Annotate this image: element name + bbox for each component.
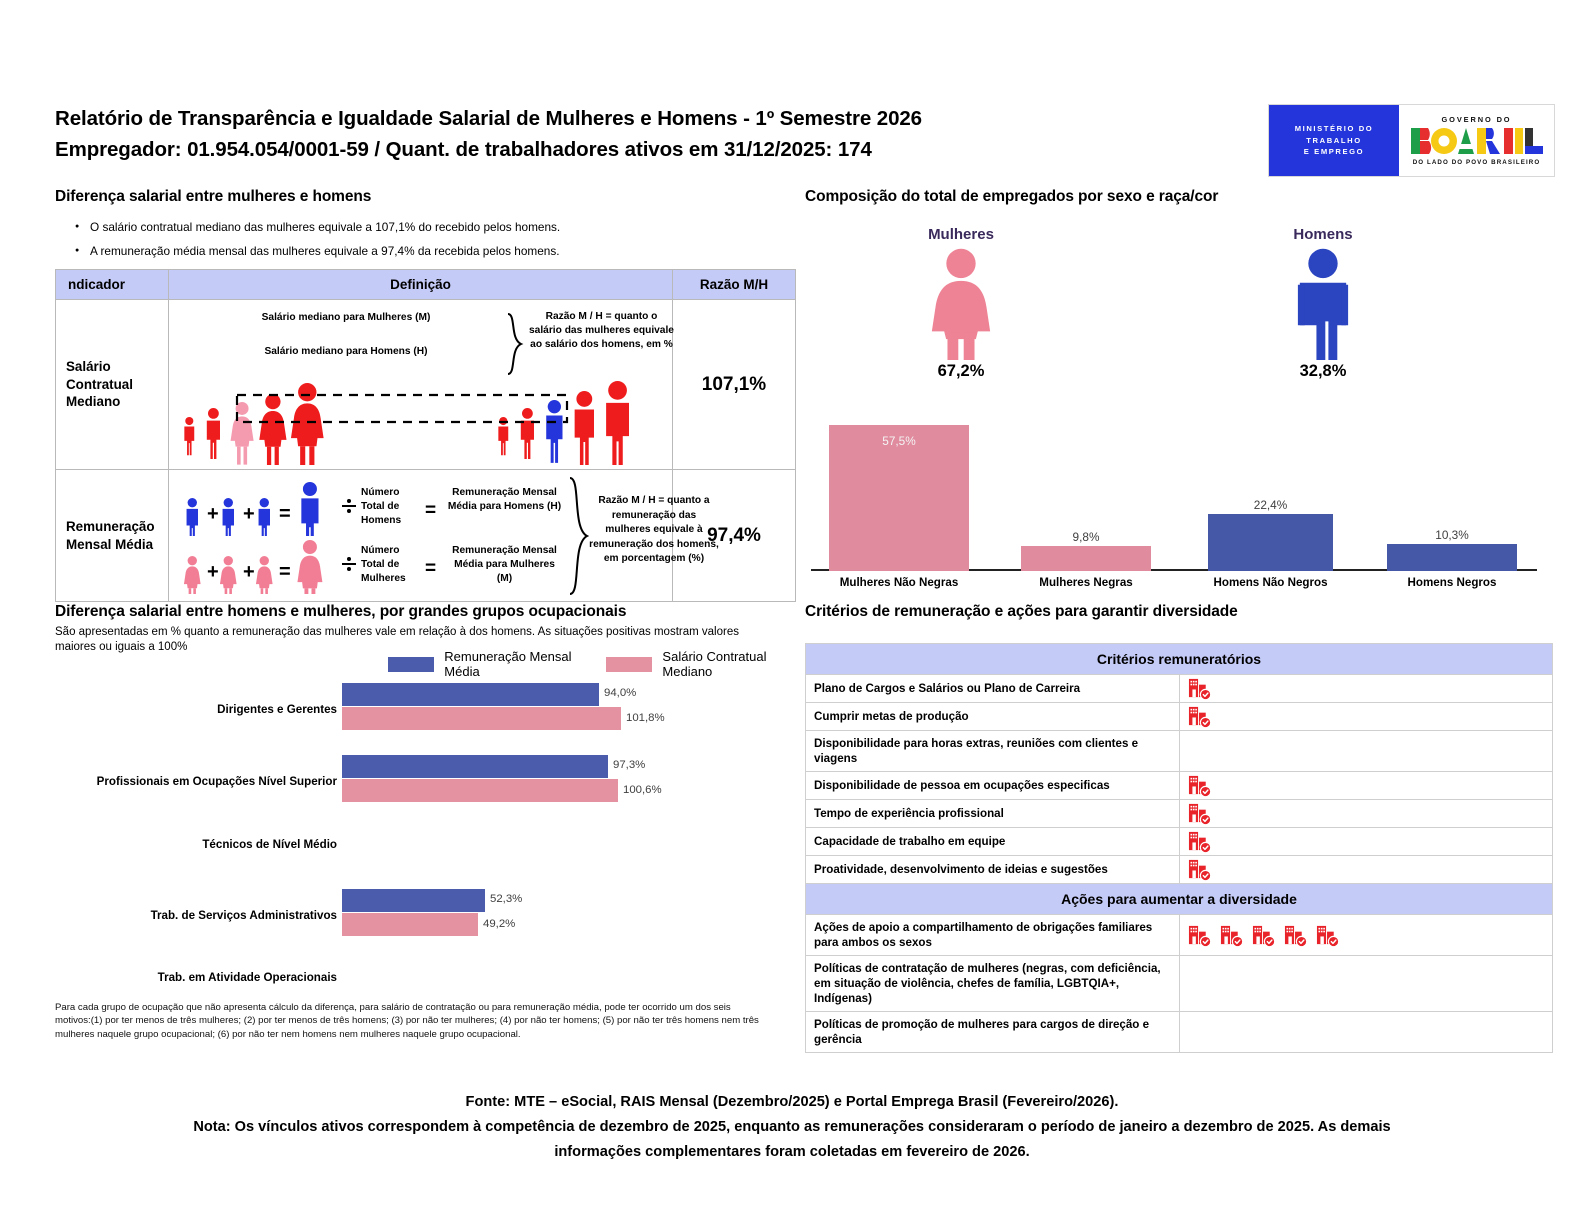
company-check-icon: [1188, 830, 1211, 853]
criteria-label: Disponibilidade para horas extras, reuniões com clientes e viagens: [806, 731, 1180, 772]
criteria-icons-cell: [1179, 703, 1553, 731]
divide-icon: [341, 556, 357, 572]
criteria-section2-header: [806, 884, 1553, 915]
legend-label-salario: Salário Contratual Mediano: [662, 649, 767, 679]
legend-label-remuneracao: Remuneração Mensal Média: [444, 649, 572, 679]
occ-label: Trab. em Atividade Operacionais: [157, 971, 337, 984]
picto-men: [1243, 226, 1403, 381]
table-row: [806, 956, 1553, 1012]
company-check-icon: [1220, 924, 1243, 947]
criteria-icons-cell: [1179, 675, 1553, 703]
occ-bar-salario: [342, 779, 618, 802]
occ-bar-salario: [342, 707, 621, 730]
company-check-icons: [1188, 677, 1553, 700]
row-definition-remuneracao-media: [169, 470, 719, 602]
salary-indicator-table: [55, 269, 796, 602]
gov-logo-top-text: GOVERNO DO: [1441, 115, 1512, 124]
company-check-icons: [1188, 924, 1553, 947]
women-percentage: 67,2%: [937, 362, 985, 380]
row-indicador-remuneracao-media: Remuneração Mensal Média: [56, 470, 169, 602]
occ-value-remuneracao: 94,0%: [604, 687, 637, 699]
col-header-indicador: ndicador: [56, 270, 169, 300]
row-razao-salario-mediano: 107,1%: [673, 300, 796, 470]
row-indicador-salario-mediano: Salário Contratual Mediano: [56, 300, 169, 470]
criteria-section1-header: [806, 644, 1553, 675]
table-row: [56, 470, 796, 602]
bullet-item: ● O salário contratual mediano das mulheres equivale a 107,1% do recebido pelos homens.: [75, 215, 795, 239]
occupational-groups-heading: Diferença salarial entre homens e mulheres, por grandes grupos ocupacionais: [55, 603, 627, 620]
occupational-groups-subtext: São apresentadas em % quanto a remuneração das mulheres vale em relação à dos homens. As situações positivas mostram valores maiores ou iguais a 100%: [55, 626, 739, 653]
table-row: [806, 915, 1553, 956]
action-icons-cell: [1179, 1012, 1553, 1053]
salary-bullets: [75, 215, 795, 263]
col-header-razao: Razão M/H: [673, 270, 796, 300]
table-row: [806, 828, 1553, 856]
composition-section: [805, 188, 1553, 589]
page-footer: [0, 1090, 1584, 1165]
table-row: [806, 772, 1553, 800]
company-check-icon: [1284, 924, 1307, 947]
rem-homens-label: Remuneração Mensal Média para Homens (H): [447, 487, 562, 512]
criteria-section2-title: Ações para aumentar a diversidade: [806, 884, 1553, 915]
brasil-wordmark-icon: [1411, 126, 1543, 156]
woman-figure-icon: [922, 248, 1000, 360]
men-title: Homens: [1293, 226, 1353, 243]
men-percentage: 32,8%: [1299, 362, 1347, 380]
occ-bar-remuneracao: [342, 755, 608, 778]
occ-value-remuneracao: 52,3%: [490, 893, 523, 905]
criteria-label: Tempo de experiência profissional: [806, 800, 1180, 828]
svg-text:+: +: [243, 503, 255, 525]
gov-logo-bottom-text: DO LADO DO POVO BRASILEIRO: [1412, 159, 1541, 166]
company-check-icons: [1188, 802, 1553, 825]
occupational-groups-note: Para cada grupo de ocupação que não apresenta cálculo da diferença, para salário de contratação ou para remuneração média, pode ter ocorrido um dos seis motivos:(1) por ter menos de três mulheres; (2) por ter menos de três homens; (3) por não ter mulheres; (4) por não ter homens; (5) por não ter três homens nem três mulheres naquele grupo ocupacional; (6) por não ter nem homens nem mulheres naquele grupo ocupacional.: [55, 1002, 759, 1040]
table-row: [806, 731, 1553, 772]
occ-bar-salario: [342, 913, 478, 936]
footer-note-line-2: informações complementares foram coletadas em fevereiro de 2026.: [554, 1144, 1030, 1160]
action-icons-cell: [1179, 915, 1553, 956]
table-row: [56, 300, 796, 470]
occupational-groups-chart: [55, 683, 795, 998]
table-row: [806, 856, 1553, 884]
def-label-mulheres: Salário mediano para Mulheres (M): [261, 312, 431, 323]
salary-pictogram-icon: [175, 375, 655, 465]
race-bar-mulheres-negras: [1021, 546, 1151, 571]
bullet-item: ● A remuneração média mensal das mulheres equivale a 97,4% da recebida pelos homens.: [75, 239, 795, 263]
occ-value-salario: 101,8%: [626, 712, 665, 724]
divide-icon: [341, 498, 357, 514]
table-row: [806, 675, 1553, 703]
logo-bar: [1268, 104, 1555, 177]
report-employer-line: Empregador: 01.954.054/0001-59 / Quant. de trabalhadores ativos em 31/12/2025: 174: [55, 138, 872, 161]
salary-difference-heading: Diferença salarial entre mulheres e homens: [55, 188, 372, 205]
row-razao-remuneracao-media: 97,4%: [673, 470, 796, 602]
occ-label: Trab. de Serviços Administrativos: [150, 909, 337, 922]
equals-sign: =: [425, 558, 437, 579]
legend-swatch-salario: [606, 657, 652, 672]
rem-mulheres-label: Remuneração Mensal Média para Mulheres (M): [452, 545, 557, 584]
num-total-homens-label: Número Total de Homens: [361, 487, 402, 526]
gender-pictograms: [805, 226, 1553, 401]
num-total-mulheres-label: Número Total de Mulheres: [361, 545, 406, 584]
footer-note-line-1: Nota: Os vínculos ativos correspondem à competência de dezembro de 2025, enquanto as remunerações consideraram o período de janeiro a dezembro de 2025. As demais: [193, 1119, 1391, 1135]
criteria-icons-cell: [1179, 731, 1553, 772]
criteria-icons-cell: [1179, 800, 1553, 828]
race-bar-homens-nao-negros: [1208, 514, 1333, 571]
report-title-line-1: Relatório de Transparência e Igualdade Salarial de Mulheres e Homens - 1º Semestre 2026: [55, 107, 922, 130]
table-row: [806, 703, 1553, 731]
occ-bar-remuneracao: [342, 889, 485, 912]
brace-icon: [567, 476, 589, 596]
def-note-remuneracao-media: Razão M / H = quanto a remuneração das mulheres equivale à remuneração dos homens, em porcentagem (%): [589, 495, 719, 564]
occupational-groups-section: [55, 603, 795, 1040]
svg-text:=: =: [279, 561, 291, 583]
company-check-icon: [1316, 924, 1339, 947]
composition-heading: Composição do total de empregados por sexo e raça/cor: [805, 188, 1219, 205]
men-equation-icon: [183, 480, 343, 536]
race-xlabel-homens-nao-negros: Homens Não Negros: [1213, 576, 1328, 589]
action-label: Políticas de promoção de mulheres para cargos de direção e gerência: [806, 1012, 1180, 1053]
picto-women: [881, 226, 1041, 381]
salary-difference-section: [55, 188, 795, 602]
government-logo: [1399, 105, 1554, 176]
company-check-icon: [1188, 677, 1211, 700]
svg-text:=: =: [279, 503, 291, 525]
company-check-icons: [1188, 858, 1553, 881]
company-check-icons: [1188, 705, 1553, 728]
occ-value-salario: 49,2%: [483, 918, 516, 930]
race-value-mulheres-negras: 9,8%: [1072, 530, 1100, 544]
legend-swatch-remuneracao: [388, 657, 434, 672]
table-header-row: [56, 270, 796, 300]
svg-text:+: +: [207, 561, 219, 583]
criteria-icons-cell: [1179, 828, 1553, 856]
criteria-label: Plano de Cargos e Salários ou Plano de Carreira: [806, 675, 1180, 703]
race-value-homens-negros: 10,3%: [1435, 528, 1469, 542]
criteria-heading: Critérios de remuneração e ações para garantir diversidade: [805, 603, 1238, 620]
action-icons-cell: [1179, 956, 1553, 1012]
man-figure-icon: [1284, 248, 1362, 360]
def-label-homens: Salário mediano para Homens (H): [264, 346, 428, 357]
ministry-logo-line-3: E EMPREGO: [1303, 147, 1365, 157]
race-xlabel-homens-negros: Homens Negros: [1407, 576, 1497, 589]
brace-icon: [506, 313, 524, 375]
svg-text:+: +: [243, 561, 255, 583]
occupational-chart-legend: [388, 649, 795, 679]
criteria-label: Capacidade de trabalho em equipe: [806, 828, 1180, 856]
company-check-icon: [1188, 858, 1211, 881]
race-bar-homens-negros: [1387, 544, 1517, 571]
def-note-salario-mediano: Razão M / H = quanto o salário das mulheres equivale ao salário dos homens, em %: [529, 311, 674, 350]
race-value-mulheres-nao-negras: 57,5%: [882, 434, 916, 448]
criteria-label: Disponibilidade de pessoa em ocupações especificas: [806, 772, 1180, 800]
footer-source: Fonte: MTE – eSocial, RAIS Mensal (Dezembro/2025) e Portal Emprega Brasil (Fevereiro/2026).: [465, 1094, 1119, 1110]
criteria-icons-cell: [1179, 772, 1553, 800]
race-value-homens-nao-negros: 22,4%: [1253, 498, 1288, 512]
table-row: [806, 800, 1553, 828]
occ-label: Profissionais em Ocupações Nível Superior: [96, 775, 337, 788]
equals-sign: =: [425, 500, 437, 521]
race-xlabel-mulheres-negras: Mulheres Negras: [1039, 576, 1133, 589]
company-check-icons: [1188, 774, 1553, 797]
page-title: [55, 103, 922, 165]
criteria-label: Proatividade, desenvolvimento de ideias e sugestões: [806, 856, 1180, 884]
occ-value-salario: 100,6%: [623, 784, 662, 796]
criteria-icons-cell: [1179, 856, 1553, 884]
company-check-icons: [1188, 830, 1553, 853]
criteria-section: [805, 603, 1553, 1053]
criteria-label: Cumprir metas de produção: [806, 703, 1180, 731]
criteria-table: [805, 643, 1553, 1053]
company-check-icon: [1188, 774, 1211, 797]
company-check-icon: [1188, 924, 1211, 947]
occ-label: Técnicos de Nível Médio: [202, 838, 337, 851]
company-check-icon: [1188, 705, 1211, 728]
row-definition-salario-mediano: [169, 300, 673, 470]
occ-label: Dirigentes e Gerentes: [217, 703, 337, 716]
ministry-logo: [1269, 105, 1399, 176]
col-header-definicao: Definição: [169, 270, 673, 300]
women-title: Mulheres: [928, 226, 994, 243]
company-check-icon: [1188, 802, 1211, 825]
women-equation-icon: [183, 538, 343, 594]
occ-value-remuneracao: 97,3%: [613, 759, 646, 771]
company-check-icon: [1252, 924, 1275, 947]
criteria-section1-title: Critérios remuneratórios: [806, 644, 1553, 675]
occ-bar-remuneracao: [342, 683, 599, 706]
action-label: Ações de apoio a compartilhamento de obrigações familiares para ambos os sexos: [806, 915, 1180, 956]
race-composition-chart: [805, 410, 1553, 589]
ministry-logo-line-1: MINISTÉRIO DO: [1294, 124, 1374, 134]
table-row: [806, 1012, 1553, 1053]
svg-text:+: +: [207, 503, 219, 525]
action-label: Políticas de contratação de mulheres (negras, com deficiência, em situação de violência, chefes de família, LGBTQIA+, Indígenas): [806, 956, 1180, 1012]
race-xlabel-mulheres-nao-negras: Mulheres Não Negras: [839, 576, 959, 589]
ministry-logo-line-2: TRABALHO: [1306, 135, 1362, 145]
